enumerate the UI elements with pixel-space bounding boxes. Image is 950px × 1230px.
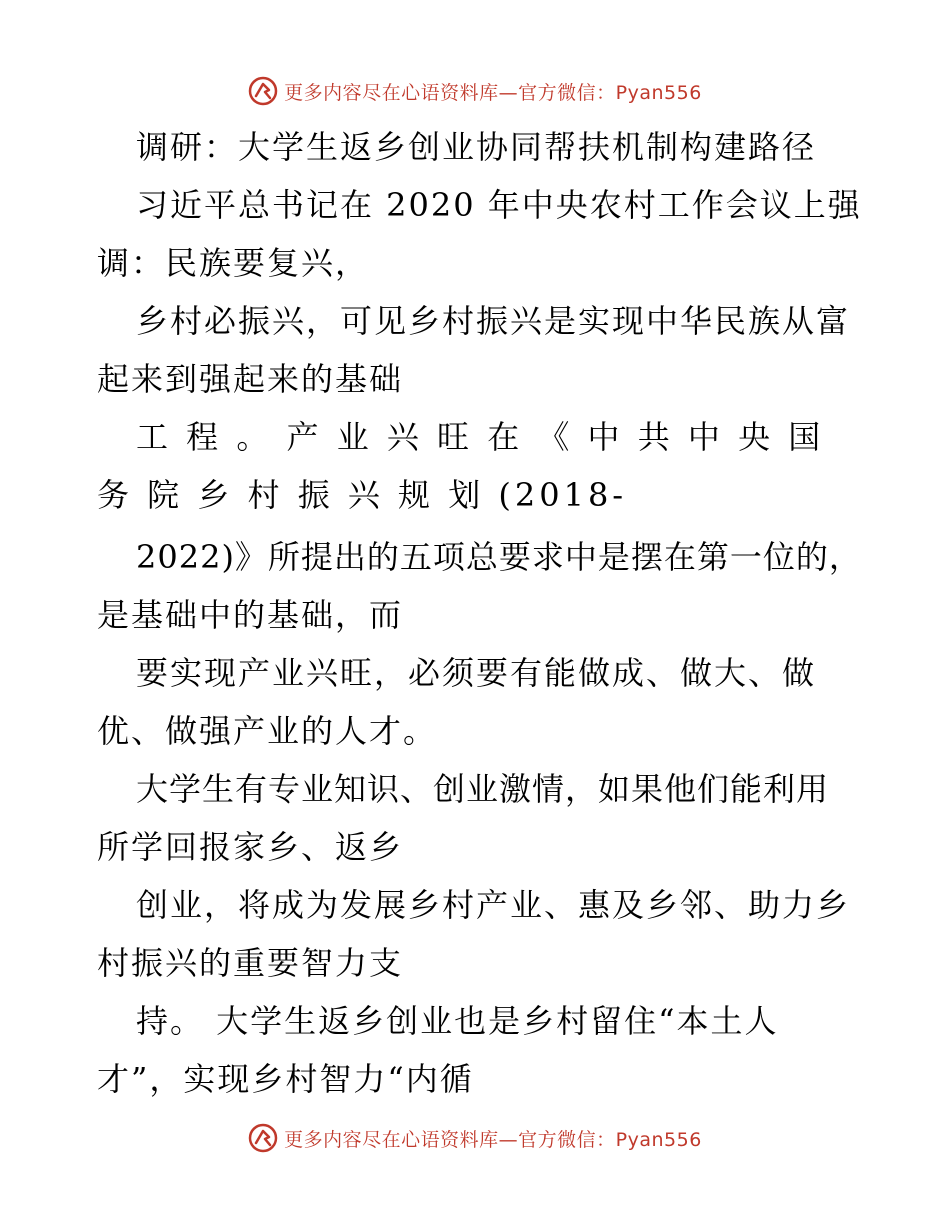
paragraph-line: 村振兴的重要智力支 xyxy=(97,944,404,982)
paragraph-line: 优、做强产业的人才。 xyxy=(97,712,438,750)
paragraph-line: 要实现产业兴旺，必须要有能做成、做大、做 xyxy=(136,654,817,692)
paragraph-line: 所学回报家乡、返乡 xyxy=(97,828,404,866)
watermark-text: 更多内容尽在心语资料库—官方微信：Pyan556 xyxy=(284,1128,702,1151)
paragraph-line: 务 院 乡 村 振 兴 规 划 (2018- xyxy=(97,476,628,514)
paragraph-line: 2022)》所提出的五项总要求中是摆在第一位的， xyxy=(136,538,862,576)
seal-logo-icon xyxy=(248,76,278,106)
paragraph-line: 创业，将成为发展乡村产业、惠及乡邻、助力乡 xyxy=(136,886,851,924)
seal-logo-icon xyxy=(248,1123,278,1153)
document-title: 调研：大学生返乡创业协同帮扶机制构建路径 xyxy=(136,128,817,166)
paragraph-line: 起来到强起来的基础 xyxy=(97,360,404,398)
header-watermark xyxy=(0,71,950,111)
paragraph-line: 持。 大学生返乡创业也是乡村留住“本土人 xyxy=(136,1002,779,1040)
paragraph-line: 工 程 。 产 业 兴 旺 在 《 中 共 中 央 国 xyxy=(136,418,825,456)
paragraph-line: 大学生有专业知识、创业激情，如果他们能利用 xyxy=(136,770,830,808)
paragraph-line: 调：民族要复兴， xyxy=(97,244,370,282)
paragraph-line: 乡村必振兴，可见乡村振兴是实现中华民族从富 xyxy=(136,302,851,340)
footer-watermark xyxy=(0,1118,950,1158)
paragraph-line: 是基础中的基础，而 xyxy=(97,596,404,634)
watermark-text: 更多内容尽在心语资料库—官方微信：Pyan556 xyxy=(284,81,702,104)
paragraph-line: 才”，实现乡村智力“内循 xyxy=(97,1060,474,1098)
paragraph-line: 习近平总书记在 2020 年中央农村工作会议上强 xyxy=(136,186,862,224)
